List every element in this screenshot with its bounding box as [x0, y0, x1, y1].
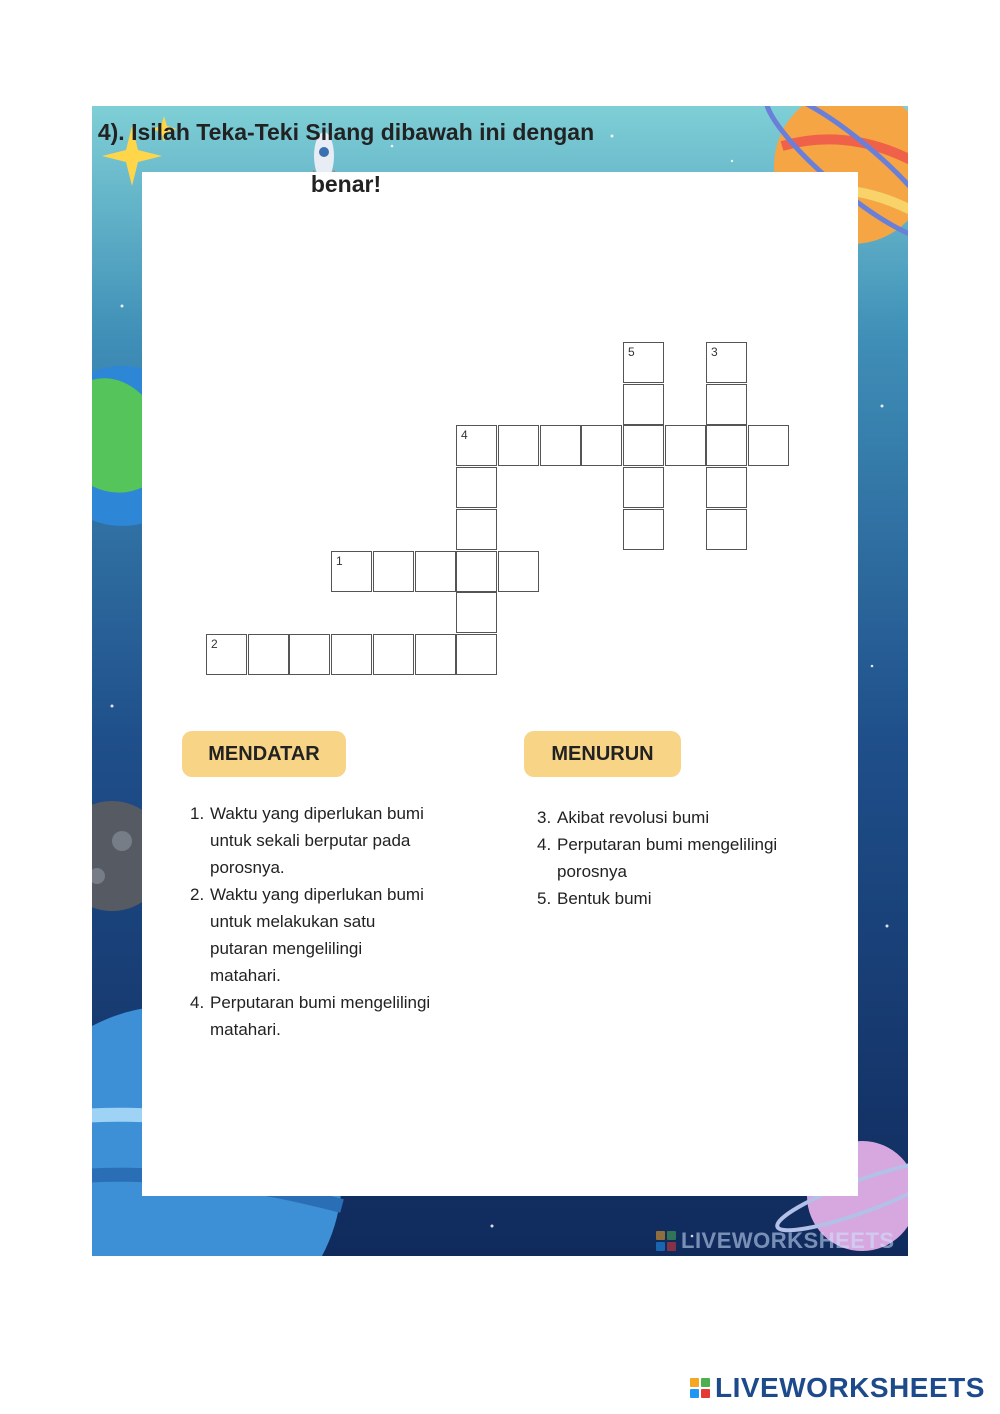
clue-number: 1. [190, 804, 205, 823]
clue-number: 5 [628, 345, 635, 359]
crossword-cell[interactable] [623, 509, 664, 550]
clue-number: 2 [211, 637, 218, 651]
liveworksheets-brand: LIVEWORKSHEETS [715, 1372, 985, 1403]
crossword-cell[interactable] [456, 592, 497, 633]
crossword-cell[interactable] [498, 425, 539, 466]
crossword-cell[interactable] [623, 384, 664, 425]
clue-text-line: Perputaran bumi mengelilingi [557, 835, 778, 854]
menurun-clue [537, 885, 777, 912]
crossword-cell[interactable] [456, 551, 497, 592]
mendatar-clue-list [190, 800, 430, 1043]
liveworksheets-logo[interactable] [690, 1372, 985, 1404]
crossword-cell[interactable] [540, 425, 581, 466]
crossword-cell[interactable] [706, 425, 747, 466]
crossword-cell[interactable] [331, 634, 372, 675]
crossword-cell[interactable] [456, 509, 497, 550]
crossword-cell[interactable] [415, 551, 456, 592]
clue-number: 3 [711, 345, 718, 359]
crossword-cell[interactable] [623, 467, 664, 508]
clue-text-line: matahari. [210, 966, 281, 985]
crossword-cell[interactable] [581, 425, 622, 466]
crossword-cell[interactable] [623, 342, 664, 383]
crossword-cell[interactable] [706, 509, 747, 550]
clue-number: 2. [190, 885, 205, 904]
crossword-cell[interactable] [748, 425, 789, 466]
menurun-clue [537, 804, 777, 831]
crossword-cell[interactable] [206, 634, 247, 675]
crossword-cell[interactable] [456, 425, 497, 466]
clue-text-line: matahari. [210, 1020, 281, 1039]
clue-text-line: putaran mengelilingi [210, 939, 363, 958]
watermark [656, 1228, 895, 1254]
mendatar-clue [190, 800, 430, 881]
watermark-text: LIVEWORKSHEETS [681, 1228, 895, 1253]
clue-text-line: Akibat revolusi bumi [557, 808, 710, 827]
clue-text-line: Waktu yang diperlukan bumi [210, 804, 424, 823]
clue-number: 5. [537, 889, 552, 908]
crossword-cell[interactable] [706, 342, 747, 383]
menurun-clue [537, 831, 777, 885]
crossword-cell[interactable] [456, 634, 497, 675]
clue-number: 4 [461, 428, 468, 442]
crossword-cell[interactable] [665, 425, 706, 466]
crossword-cell[interactable] [248, 634, 289, 675]
clue-number: 4. [190, 993, 205, 1012]
clue-text-line: porosnya [557, 862, 627, 881]
clue-number: 1 [336, 554, 343, 568]
crossword-cell[interactable] [373, 634, 414, 675]
crossword-cell[interactable] [456, 467, 497, 508]
crossword-cell[interactable] [373, 551, 414, 592]
menurun-heading: MENURUN [524, 731, 681, 777]
clue-text-line: untuk melakukan satu [210, 912, 376, 931]
liveworksheets-logo-icon [690, 1378, 710, 1398]
space-frame [92, 106, 908, 1256]
mendatar-clue [190, 881, 430, 989]
clue-text-line: Bentuk bumi [557, 889, 652, 908]
clue-number: 3. [537, 808, 552, 827]
clue-text-line: porosnya. [210, 858, 285, 877]
clue-text-line: Waktu yang diperlukan bumi [210, 885, 424, 904]
crossword-cell[interactable] [706, 384, 747, 425]
clue-text-line: Perputaran bumi mengelilingi [210, 993, 431, 1012]
crossword-cell[interactable] [331, 551, 372, 592]
crossword-cell[interactable] [415, 634, 456, 675]
crossword-cell[interactable] [289, 634, 330, 675]
clue-text-line: untuk sekali berputar pada [210, 831, 411, 850]
worksheet-title: 4). Isilah Teka-Teki Silang dibawah ini dengan benar! [97, 119, 595, 197]
crossword-cell[interactable] [706, 467, 747, 508]
menurun-clue-list [537, 804, 777, 912]
mendatar-heading: MENDATAR [182, 731, 346, 777]
crossword-cell[interactable] [623, 425, 664, 466]
crossword-cell[interactable] [498, 551, 539, 592]
watermark-logo-icon [656, 1231, 676, 1251]
mendatar-clue [190, 989, 430, 1043]
clue-number: 4. [537, 835, 552, 854]
